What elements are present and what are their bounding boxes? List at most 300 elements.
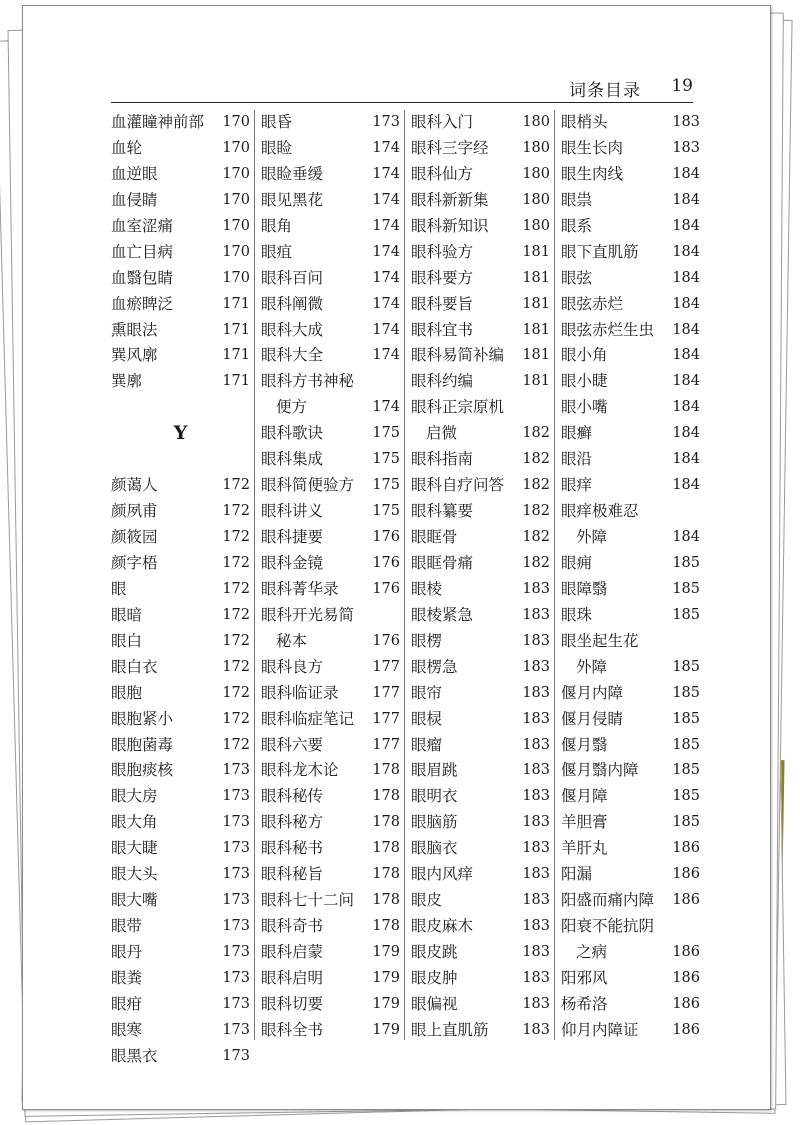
entry-term: 眼见黑花 xyxy=(261,190,324,209)
entry-page-number: 183 xyxy=(522,814,550,831)
entry-page-number: 173 xyxy=(372,114,400,130)
entry-term: 眼科正宗原机 xyxy=(411,398,505,417)
entry-term: 血瘀睥泛 xyxy=(111,294,174,313)
entry-term: 眼暗 xyxy=(111,605,143,624)
entry-term: 眼梢头 xyxy=(561,113,608,131)
entry-page-number: 173 xyxy=(222,995,250,1012)
entry-term: 眼科秘书 xyxy=(261,839,324,858)
index-entry xyxy=(111,966,250,992)
entry-term: 便方 xyxy=(276,398,308,417)
entry-term: 眼大头 xyxy=(111,865,158,884)
entry-term: 眼科龙木论 xyxy=(261,761,339,780)
entry-term: 眼 xyxy=(111,579,127,598)
index-entry xyxy=(111,266,250,292)
entry-term: 血侵睛 xyxy=(111,190,158,209)
entry-term: 眼科集成 xyxy=(261,450,324,469)
column-divider xyxy=(254,110,255,1040)
entry-page-number: 174 xyxy=(372,243,400,260)
entry-page-number: 183 xyxy=(522,918,550,935)
entry-page-number: 182 xyxy=(522,477,550,494)
entry-term: 眼偏视 xyxy=(411,994,458,1013)
index-entry xyxy=(411,810,550,836)
index-entry xyxy=(411,318,550,344)
index-entry xyxy=(561,421,700,447)
index-entry xyxy=(561,343,700,369)
index-entry xyxy=(411,992,550,1018)
entry-term: 眼脑衣 xyxy=(411,839,458,858)
index-entry xyxy=(561,758,700,784)
entry-term: 眼皮跳 xyxy=(411,943,458,961)
entry-page-number: 173 xyxy=(222,1047,250,1064)
index-entry xyxy=(261,603,400,629)
entry-page-number: 184 xyxy=(672,347,700,364)
entry-term: 眼皮 xyxy=(411,891,443,910)
entry-page-number: 171 xyxy=(222,373,250,390)
entry-page-number: 186 xyxy=(672,892,700,909)
index-entry xyxy=(261,162,400,188)
index-entry xyxy=(261,369,400,395)
entry-page-number: 184 xyxy=(672,217,700,234)
index-column-1 xyxy=(111,110,250,1065)
index-entry xyxy=(561,369,700,395)
entry-term: 眼科捷要 xyxy=(261,528,324,546)
entry-term: 眼明衣 xyxy=(411,787,458,806)
entry-page-number: 173 xyxy=(222,840,250,857)
index-entry xyxy=(411,136,550,162)
entry-page-number: 183 xyxy=(522,995,550,1012)
index-entry xyxy=(411,292,550,318)
index-entry xyxy=(411,655,550,681)
index-entry xyxy=(561,681,700,707)
entry-term: 眼沿 xyxy=(561,450,593,469)
entry-term: 阳邪风 xyxy=(561,968,608,987)
entry-page-number: 170 xyxy=(222,217,250,234)
index-entry xyxy=(111,940,250,966)
index-entry xyxy=(411,421,550,447)
entry-term: 眼昏 xyxy=(261,113,293,131)
index-entry xyxy=(111,369,250,395)
entry-term: 秘本 xyxy=(276,631,308,650)
entry-page-number: 184 xyxy=(672,321,700,338)
index-entry xyxy=(261,862,400,888)
entry-term: 颜字梧 xyxy=(111,553,158,572)
entry-term: 眼胞菌毒 xyxy=(111,735,174,754)
entry-term: 眼脑筋 xyxy=(411,813,458,832)
index-entry xyxy=(561,940,700,966)
entry-page-number: 173 xyxy=(222,944,250,960)
index-entry xyxy=(411,447,550,473)
entry-term: 眼科要方 xyxy=(411,268,474,287)
index-entry xyxy=(111,110,250,136)
entry-page-number: 178 xyxy=(372,918,400,935)
entry-term: 眼睑 xyxy=(261,138,293,157)
entry-page-number: 174 xyxy=(372,217,400,234)
entry-page-number: 174 xyxy=(372,139,400,156)
entry-term: 眼坐起生花 xyxy=(561,631,639,650)
entry-term: 眼帘 xyxy=(411,683,443,702)
index-entry xyxy=(411,888,550,914)
index-entry xyxy=(111,655,250,681)
entry-page-number: 174 xyxy=(372,347,400,364)
entry-term: 眼睑垂缓 xyxy=(261,164,324,183)
entry-term: 眼科七十二问 xyxy=(261,891,355,910)
header-title: 词条目录 xyxy=(569,81,641,101)
index-entry xyxy=(261,421,400,447)
entry-term: 颜夙甫 xyxy=(111,502,158,521)
entry-page-number: 174 xyxy=(372,269,400,286)
index-entry xyxy=(261,136,400,162)
entry-term: 眼带 xyxy=(111,917,143,936)
entry-term: 眼科简便验方 xyxy=(261,476,355,495)
index-columns xyxy=(111,110,700,1065)
index-entry xyxy=(111,214,250,240)
index-entry xyxy=(411,914,550,940)
entry-page-number: 180 xyxy=(522,191,550,208)
entry-page-number: 183 xyxy=(672,139,700,156)
entry-page-number: 177 xyxy=(372,658,400,675)
entry-page-number: 179 xyxy=(372,995,400,1012)
entry-term: 外障 xyxy=(576,657,608,676)
entry-term: 眼痒极难忍 xyxy=(561,502,639,521)
index-entry xyxy=(411,343,550,369)
index-entry xyxy=(111,914,250,940)
index-entry xyxy=(261,551,400,577)
entry-term: 羊肝丸 xyxy=(561,839,608,858)
entry-page-number: 178 xyxy=(372,866,400,883)
index-entry xyxy=(561,318,700,344)
entry-page-number: 183 xyxy=(522,762,550,779)
index-entry xyxy=(561,188,700,214)
entry-term: 眼科百问 xyxy=(261,268,324,287)
entry-page-number: 172 xyxy=(222,554,250,571)
entry-page-number: 173 xyxy=(222,918,250,935)
entry-page-number: 183 xyxy=(522,944,550,960)
index-entry xyxy=(111,343,250,369)
entry-page-number: 177 xyxy=(372,710,400,727)
entry-term: 眼小嘴 xyxy=(561,398,608,417)
index-entry xyxy=(561,499,700,525)
entry-page-number: 180 xyxy=(522,139,550,156)
entry-term: 眼科全书 xyxy=(261,1020,324,1039)
entry-term: 外障 xyxy=(576,528,608,546)
entry-page-number: 181 xyxy=(522,347,550,364)
entry-page-number: 172 xyxy=(222,580,250,597)
entry-term: 眼科三字经 xyxy=(411,138,489,157)
entry-page-number: 185 xyxy=(672,658,700,675)
entry-page-number: 182 xyxy=(522,425,550,442)
entry-page-number: 173 xyxy=(222,892,250,909)
entry-term: 眼科菁华录 xyxy=(261,579,339,598)
index-entry xyxy=(561,240,700,266)
entry-term: 眼科切要 xyxy=(261,994,324,1013)
index-entry xyxy=(411,395,550,421)
index-entry xyxy=(561,888,700,914)
entry-term: 阳盛而痛内障 xyxy=(561,891,655,910)
entry-term: 眼寒 xyxy=(111,1020,143,1039)
index-entry xyxy=(411,240,550,266)
entry-page-number: 180 xyxy=(522,114,550,130)
entry-page-number: 183 xyxy=(522,606,550,623)
entry-page-number: 175 xyxy=(372,503,400,520)
index-entry xyxy=(261,914,400,940)
entry-term: 眼科阐微 xyxy=(261,294,324,313)
index-column-3 xyxy=(411,110,550,1040)
entry-term: 眼皮麻木 xyxy=(411,917,474,936)
index-entry xyxy=(411,525,550,551)
entry-term: 眼楞 xyxy=(411,631,443,650)
entry-term: 眼眶骨痛 xyxy=(411,553,474,572)
index-entry xyxy=(561,992,700,1018)
entry-term: 阳衰不能抗阴 xyxy=(561,917,655,936)
index-entry xyxy=(411,836,550,862)
entry-page-number: 183 xyxy=(522,840,550,857)
entry-term: 眼科宜书 xyxy=(411,320,474,339)
entry-term: 眼上直肌筋 xyxy=(411,1020,489,1039)
entry-page-number: 172 xyxy=(222,529,250,545)
entry-page-number: 172 xyxy=(222,710,250,727)
entry-term: 之病 xyxy=(576,943,608,961)
entry-page-number: 184 xyxy=(672,425,700,442)
index-entry xyxy=(111,629,250,655)
entry-page-number: 186 xyxy=(672,995,700,1012)
entry-page-number: 171 xyxy=(222,295,250,312)
entry-term: 眼胞 xyxy=(111,683,143,702)
index-entry xyxy=(261,1018,400,1044)
index-entry xyxy=(561,266,700,292)
entry-page-number: 184 xyxy=(672,373,700,390)
entry-page-number: 174 xyxy=(372,165,400,182)
entry-page-number: 183 xyxy=(522,1021,550,1038)
index-entry xyxy=(411,266,550,292)
index-entry xyxy=(561,447,700,473)
entry-term: 眼白 xyxy=(111,631,143,650)
index-entry xyxy=(111,551,250,577)
index-entry xyxy=(261,525,400,551)
index-entry xyxy=(111,525,250,551)
index-entry xyxy=(111,836,250,862)
entry-term: 血灌瞳神前部 xyxy=(111,113,205,131)
entry-term: 眼白衣 xyxy=(111,657,158,676)
entry-page-number: 185 xyxy=(672,736,700,753)
index-entry xyxy=(261,655,400,681)
entry-term: 眼胞紧小 xyxy=(111,709,174,728)
index-entry xyxy=(261,940,400,966)
index-page xyxy=(22,5,771,1110)
entry-term: 眼内风痒 xyxy=(411,865,474,884)
entry-term: 眼科入门 xyxy=(411,113,474,131)
entry-term: 眼大房 xyxy=(111,787,158,806)
entry-term: 眼科新新集 xyxy=(411,190,489,209)
index-entry xyxy=(111,992,250,1018)
index-entry xyxy=(111,136,250,162)
index-entry xyxy=(261,810,400,836)
entry-page-number: 183 xyxy=(522,684,550,701)
entry-page-number: 171 xyxy=(222,321,250,338)
entry-page-number: 183 xyxy=(522,969,550,986)
entry-term: 熏眼法 xyxy=(111,320,158,339)
index-entry xyxy=(261,318,400,344)
entry-page-number: 183 xyxy=(522,580,550,597)
index-entry xyxy=(411,1018,550,1044)
entry-term: 眼科良方 xyxy=(261,657,324,676)
entry-term: 眼科大全 xyxy=(261,346,324,365)
index-entry xyxy=(111,733,250,759)
entry-term: 眼科秘旨 xyxy=(261,865,324,884)
entry-term: 眼科启蒙 xyxy=(261,943,324,961)
entry-page-number: 186 xyxy=(672,969,700,986)
entry-page-number: 175 xyxy=(372,477,400,494)
entry-page-number: 171 xyxy=(222,347,250,364)
entry-page-number: 181 xyxy=(522,373,550,390)
entry-term: 眼丹 xyxy=(111,943,143,961)
index-entry xyxy=(111,395,250,421)
entry-term: 眼生肉线 xyxy=(561,164,624,183)
index-entry xyxy=(561,629,700,655)
entry-term: 眼科金镜 xyxy=(261,553,324,572)
index-entry xyxy=(411,188,550,214)
entry-page-number: 181 xyxy=(522,243,550,260)
entry-term: 眼痈 xyxy=(561,553,593,572)
entry-page-number: 180 xyxy=(522,165,550,182)
entry-term: 眼科临症笔记 xyxy=(261,709,355,728)
index-entry xyxy=(261,758,400,784)
entry-term: 偃月内障 xyxy=(561,683,624,702)
entry-term: 羊胆膏 xyxy=(561,813,608,832)
entry-term: 眼小角 xyxy=(561,346,608,365)
entry-term: 眼棂 xyxy=(411,709,443,728)
index-entry xyxy=(111,707,250,733)
entry-term: 眼科新知识 xyxy=(411,216,489,235)
index-entry xyxy=(111,318,250,344)
entry-page-number: 185 xyxy=(672,788,700,805)
entry-page-number: 172 xyxy=(222,658,250,675)
entry-page-number: 185 xyxy=(672,762,700,779)
index-entry xyxy=(561,110,700,136)
index-entry xyxy=(411,603,550,629)
entry-term: 眼胞痰核 xyxy=(111,761,174,780)
entry-page-number: 186 xyxy=(672,1021,700,1038)
page-number: 19 xyxy=(671,76,693,96)
index-entry xyxy=(111,1044,250,1070)
index-entry xyxy=(411,784,550,810)
entry-page-number: 172 xyxy=(222,632,250,649)
index-entry xyxy=(561,836,700,862)
index-entry xyxy=(411,473,550,499)
index-column-4 xyxy=(561,110,700,1040)
entry-term: 杨希洛 xyxy=(561,994,608,1013)
entry-term: 眼珠 xyxy=(561,605,593,624)
entry-term: 眼科自疗问答 xyxy=(411,476,505,495)
entry-term: 眼系 xyxy=(561,216,593,235)
entry-page-number: 172 xyxy=(222,477,250,494)
entry-page-number: 170 xyxy=(222,114,250,130)
index-entry xyxy=(261,473,400,499)
entry-page-number: 183 xyxy=(522,788,550,805)
index-entry xyxy=(111,162,250,188)
entry-term: 眼祟 xyxy=(561,190,593,209)
index-entry xyxy=(261,992,400,1018)
index-entry xyxy=(111,240,250,266)
entry-page-number: 173 xyxy=(222,866,250,883)
entry-term: 启微 xyxy=(426,424,458,443)
index-entry xyxy=(411,214,550,240)
entry-term: 眼棱紧急 xyxy=(411,605,474,624)
entry-page-number: 173 xyxy=(222,814,250,831)
entry-term: 眼小睫 xyxy=(561,372,608,391)
index-entry xyxy=(411,162,550,188)
entry-page-number: 184 xyxy=(672,477,700,494)
index-entry xyxy=(411,629,550,655)
entry-term: 血亡目病 xyxy=(111,242,174,261)
entry-term: 偃月翳内障 xyxy=(561,761,639,780)
entry-page-number: 174 xyxy=(372,295,400,312)
index-entry xyxy=(411,940,550,966)
entry-term: 眼角 xyxy=(261,216,293,235)
entry-page-number: 172 xyxy=(222,606,250,623)
index-entry xyxy=(261,577,400,603)
entry-term: 眼科纂要 xyxy=(411,502,474,521)
column-divider xyxy=(554,110,555,1040)
entry-page-number: 184 xyxy=(672,191,700,208)
index-entry xyxy=(561,292,700,318)
index-entry xyxy=(561,914,700,940)
entry-term: 眼科验方 xyxy=(411,242,474,261)
entry-term: 眼科大成 xyxy=(261,320,324,339)
entry-term: 眼下直肌筋 xyxy=(561,242,639,261)
entry-term: 眼科启明 xyxy=(261,968,324,987)
entry-term: 眼科开光易简 xyxy=(261,605,355,624)
index-entry xyxy=(411,966,550,992)
index-entry xyxy=(261,214,400,240)
index-column-2 xyxy=(261,110,400,1040)
entry-term: 眼大嘴 xyxy=(111,891,158,910)
index-entry xyxy=(411,577,550,603)
index-entry xyxy=(111,862,250,888)
entry-page-number: 174 xyxy=(372,191,400,208)
index-entry xyxy=(261,966,400,992)
index-entry xyxy=(261,188,400,214)
entry-page-number: 185 xyxy=(672,814,700,831)
entry-page-number: 178 xyxy=(372,840,400,857)
index-entry xyxy=(561,214,700,240)
entry-page-number: 170 xyxy=(222,139,250,156)
index-entry xyxy=(111,1018,250,1044)
entry-page-number: 186 xyxy=(672,840,700,857)
entry-page-number: 184 xyxy=(672,269,700,286)
index-entry xyxy=(411,758,550,784)
index-entry xyxy=(561,707,700,733)
entry-page-number: 172 xyxy=(222,736,250,753)
index-entry xyxy=(261,240,400,266)
index-entry xyxy=(561,473,700,499)
index-entry xyxy=(561,136,700,162)
entry-term: 颜筱园 xyxy=(111,528,158,546)
entry-term: 眼眉跳 xyxy=(411,761,458,780)
entry-term: 眼科六要 xyxy=(261,735,324,754)
entry-page-number: 173 xyxy=(222,762,250,779)
index-entry xyxy=(261,888,400,914)
entry-term: 眼生长肉 xyxy=(561,138,624,157)
index-entry xyxy=(411,369,550,395)
entry-term: 眼科指南 xyxy=(411,450,474,469)
entry-page-number: 184 xyxy=(672,399,700,416)
entry-term: 眼科易简补编 xyxy=(411,346,505,365)
entry-page-number: 170 xyxy=(222,165,250,182)
entry-term: 眼科奇书 xyxy=(261,917,324,936)
entry-term: 巽风廓 xyxy=(111,346,158,365)
index-entry xyxy=(411,681,550,707)
entry-page-number: 179 xyxy=(372,969,400,986)
